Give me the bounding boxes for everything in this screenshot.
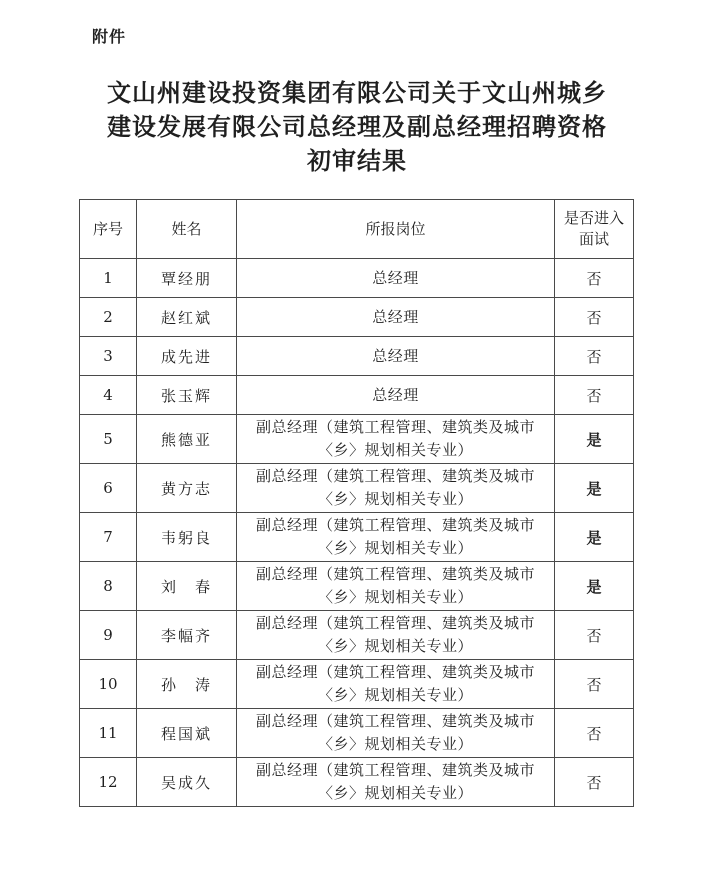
cell-name: 李幅齐 <box>137 611 237 660</box>
cell-seq: 6 <box>80 464 137 513</box>
header-interview <box>555 200 634 259</box>
cell-seq: 10 <box>80 660 137 709</box>
cell-name: 韦躬良 <box>137 513 237 562</box>
cell-position <box>237 298 555 337</box>
cell-name: 程国斌 <box>137 709 237 758</box>
cell-seq: 11 <box>80 709 137 758</box>
cell-seq: 1 <box>80 259 137 298</box>
cell-seq: 2 <box>80 298 137 337</box>
table-row <box>80 611 634 660</box>
table-row <box>80 562 634 611</box>
table-row <box>80 337 634 376</box>
position-line-2: 〈乡〉规划相关专业） <box>317 735 473 753</box>
cell-name: 张玉辉 <box>137 376 237 415</box>
table-row <box>80 415 634 464</box>
cell-seq: 4 <box>80 376 137 415</box>
header-interview-line-1: 是否进入 <box>563 209 624 227</box>
cell-interview: 否 <box>555 709 634 758</box>
position-line-1: 副总经理（建筑工程管理、建筑类及城市 <box>255 516 535 534</box>
header-name: 姓名 <box>137 200 237 259</box>
position-line-1: 副总经理（建筑工程管理、建筑类及城市 <box>255 614 535 632</box>
cell-interview: 是 <box>555 464 634 513</box>
table-body <box>80 259 634 807</box>
cell-name: 熊德亚 <box>137 415 237 464</box>
cell-position <box>237 562 555 611</box>
cell-name: 覃经朋 <box>137 259 237 298</box>
cell-interview: 否 <box>555 758 634 807</box>
position-line-2: 〈乡〉规划相关专业） <box>317 441 473 459</box>
position-line-2: 〈乡〉规划相关专业） <box>317 588 473 606</box>
cell-seq: 7 <box>80 513 137 562</box>
cell-position <box>237 415 555 464</box>
position-line-1: 副总经理（建筑工程管理、建筑类及城市 <box>255 418 535 436</box>
cell-interview: 否 <box>555 337 634 376</box>
cell-position <box>237 709 555 758</box>
cell-interview: 是 <box>555 562 634 611</box>
cell-position <box>237 758 555 807</box>
position-line-2: 〈乡〉规划相关专业） <box>317 490 473 508</box>
cell-seq: 12 <box>80 758 137 807</box>
table-row <box>80 660 634 709</box>
position-line-1: 总经理 <box>372 268 419 287</box>
cell-interview: 否 <box>555 611 634 660</box>
table-row <box>80 298 634 337</box>
cell-interview: 否 <box>555 660 634 709</box>
results-table <box>79 199 634 807</box>
title-line-1: 文山州建设投资集团有限公司关于文山州城乡 <box>107 79 607 107</box>
position-line-1: 总经理 <box>372 307 419 326</box>
cell-name: 吴成久 <box>137 758 237 807</box>
title-line-2: 建设发展有限公司总经理及副总经理招聘资格 <box>107 113 607 141</box>
header-seq: 序号 <box>80 200 137 259</box>
cell-name: 刘 春 <box>137 562 237 611</box>
table-row <box>80 259 634 298</box>
cell-name: 孙 涛 <box>137 660 237 709</box>
cell-interview: 否 <box>555 259 634 298</box>
position-line-1: 副总经理（建筑工程管理、建筑类及城市 <box>255 467 535 485</box>
cell-name: 黄方志 <box>137 464 237 513</box>
cell-position <box>237 513 555 562</box>
cell-position <box>237 376 555 415</box>
position-line-1: 总经理 <box>372 346 419 365</box>
position-line-2: 〈乡〉规划相关专业） <box>317 686 473 704</box>
cell-seq: 3 <box>80 337 137 376</box>
document-title <box>60 76 654 178</box>
cell-seq: 5 <box>80 415 137 464</box>
attachment-label: 附件 <box>92 27 127 46</box>
position-line-1: 副总经理（建筑工程管理、建筑类及城市 <box>255 663 535 681</box>
cell-interview: 是 <box>555 415 634 464</box>
table-row <box>80 513 634 562</box>
title-line-3: 初审结果 <box>307 147 407 175</box>
cell-interview: 否 <box>555 298 634 337</box>
header-position: 所报岗位 <box>237 200 555 259</box>
position-line-2: 〈乡〉规划相关专业） <box>317 637 473 655</box>
table-header-row <box>80 200 634 259</box>
position-line-2: 〈乡〉规划相关专业） <box>317 784 473 802</box>
cell-name: 成先进 <box>137 337 237 376</box>
header-interview-line-2: 面试 <box>578 230 609 248</box>
cell-interview: 否 <box>555 376 634 415</box>
cell-position <box>237 259 555 298</box>
table-row <box>80 464 634 513</box>
table-row <box>80 376 634 415</box>
position-line-1: 总经理 <box>372 385 419 404</box>
table-row <box>80 709 634 758</box>
cell-interview: 是 <box>555 513 634 562</box>
cell-seq: 9 <box>80 611 137 660</box>
position-line-2: 〈乡〉规划相关专业） <box>317 539 473 557</box>
cell-name: 赵红斌 <box>137 298 237 337</box>
cell-position <box>237 337 555 376</box>
cell-position <box>237 660 555 709</box>
cell-position <box>237 611 555 660</box>
cell-position <box>237 464 555 513</box>
position-line-1: 副总经理（建筑工程管理、建筑类及城市 <box>255 712 535 730</box>
table-row <box>80 758 634 807</box>
position-line-1: 副总经理（建筑工程管理、建筑类及城市 <box>255 565 535 583</box>
cell-seq: 8 <box>80 562 137 611</box>
position-line-1: 副总经理（建筑工程管理、建筑类及城市 <box>255 761 535 779</box>
